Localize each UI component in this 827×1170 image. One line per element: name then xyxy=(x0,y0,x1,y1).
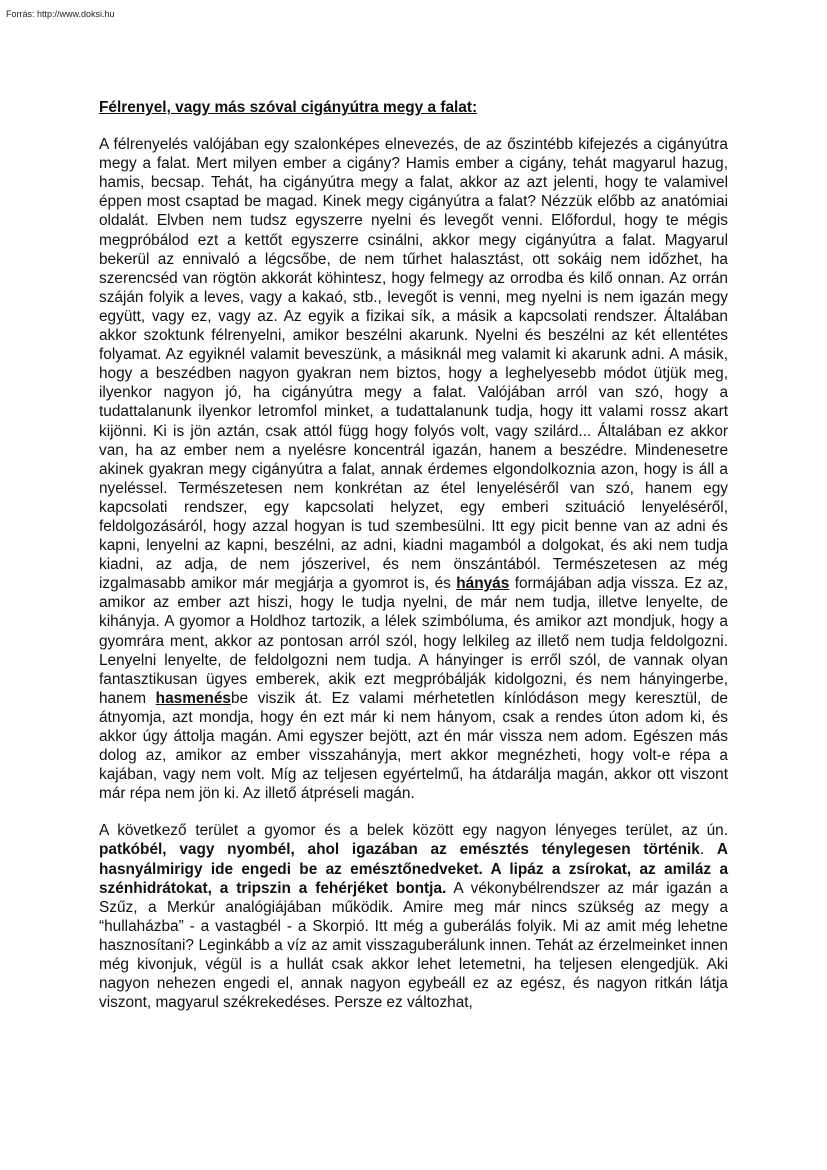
paragraph-2-text-a: A következő terület a gyomor és a belek között egy nagyon lényeges terület, az ún. xyxy=(99,822,728,840)
paragraph-2-text-b: . xyxy=(699,841,717,859)
paragraph-2 xyxy=(99,821,728,1012)
source-url-label: Forrás: http://www.doksi.hu xyxy=(6,9,115,19)
paragraph-1-text-c: be viszik át. Ez valami mérhetetlen kínlódáson megy keresztül, de átnyomja, azt mondja, hogy én ezt már ki nem hányom, csak a rendes úton adom ki, és akkor úgy áttolja magán. Ami egyszer bejött, azt én már vissza nem adom. Egészen más dolog az, amikor az ember visszahányja, mert akkor megnézheti, hogy volt-e répa a kajában, vagy nem volt. Míg az teljesen egyértelmű, ha átdarálja magán, akkor ott viszont már répa nem jön ki. Az illető átpréseli magán. xyxy=(99,689,728,803)
keyword-hanyas: hányás xyxy=(456,575,510,593)
paragraph-2-text-c: A vékonybélrendszer az már igazán a Szűz, a Merkúr analógiájában működik. Amire meg már nincs szükség az megy a “hullaházba” - a vastagbél - a Skorpió. Itt még a guberálás folyik. Mi az amit még lehetne hasznosítani? Leginkább a víz az amit visszaguberálunk innen. Tehát az érzelmeinket innen még kivonjuk, végül is a hullát csak akkor lehet letemetni, ha teljesen elengedjük. Aki nagyon nehezen engedi el, annak nagyon egybeáll ez az egész, és nagyon ritkán látja viszont, magyarul székrekedéses. Persze ez változhat, xyxy=(99,879,728,1012)
bold-phrase-patkobel: patkóbél, vagy nyombél, ahol igazában az emésztés ténylegesen történik xyxy=(99,841,700,859)
document-body xyxy=(99,98,728,1012)
paragraph-1 xyxy=(99,135,728,803)
paragraph-1-text-a: A félrenyelés valójában egy szalonképes elnevezés, de az őszintébb kifejezés a cigányútra megy a falat. Mert milyen ember a cigány? Hamis ember a cigány, tehát magyarul hazug, hamis, becsap. Tehát, ha cigányútra megy a falat, akkor az azt jelenti, hogy te valamivel éppen most csaptad be magad. Kinek megy cigányútra a falat? Nézzük előbb az anatómiai oldalát. Elvben nem tudsz egyszerre nyelni és levegőt venni. Előfordul, hogy te mégis megpróbálod ezt a kettőt egyszerre csinálni, akkor megy cigányútra a falat. Magyarul bekerül az ennivaló a légcsőbe, de nem tűrhet halasztást, ott sokáig nem időzhet, ha szerencséd van rögtön akkorát köhintesz, hogy felmegy az orrodba és kilő onnan. Az orrán száján folyik a leves, vagy a kakaó, stb., levegőt is venni, meg nyelni is nem igazán megy együtt, vagy ez, vagy az. Az egyik a fizikai sík, a másik a kapcsolati rendszer. Általában akkor szoktunk félrenyelni, amikor beszélni akarunk. Nyelni és beszélni az két ellentétes folyamat. Az egyiknél valamit beveszünk, a másiknál meg valamit ki akarunk adni. A másik, hogy a beszédben nagyon gyakran nem biztos, hogy a leghelyesebb módot ütjük meg, ilyenkor nagyon jó, ha cigányútra megy a falat. Valójában arról van szó, hogy a tudattalanunk ilyenkor letromfol minket, a tudattalanunk tudja, hogy itt valami rossz akart kijönni. Ki is jön aztán, csak attól függ hogy folyós volt, vagy szilárd... Általában ez akkor van, ha az ember nem a nyelésre koncentrál igazán, hanem a beszédre. Mindenesetre akinek gyakran megy cigányútra a falat, annak érdemes elgondolkoznia azon, hogy is áll a nyeléssel. Természetesen nem konkrétan az étel lenyeléséről van szó, hanem egy kapcsolati rendszer, egy kapcsolati helyzet, egy emberi szituáció lenyeléséről, feldolgozásáról, hogy azzal hogyan is tud szembesülni. Itt egy picit benne van az adni és kapni, lenyelni az kapni, beszélni, az adni, kiadni magamból a dolgokat, és aki nem tudja kiadni, az adja, de nem jószerivel, és nem önszántából. Természetesen az még izgalmasabb amikor már megjárja a gyomrot is, és xyxy=(99,136,728,593)
page-title: Félrenyel, vagy más szóval cigányútra megy a falat: xyxy=(99,99,478,116)
paragraph-1-text-b: formájában adja vissza. Ez az, amikor az ember azt hiszi, hogy le tudja nyelni, de már nem tudja, illetve lenyelte, de kihányja. A gyomor a Holdhoz tartozik, a lélek szimbóluma, és amikor azt mondjuk, hogy a gyomrára ment, akkor az pontosan arról szól, hogy lelkileg az illető nem tudja feldolgozni. Lenyelni lenyelte, de feldolgozni nem tudja. A hányinger is erről szól, de vannak olyan fantasztikusan ügyes emberek, akik ezt megpróbálják kidolgozni, és nem hányingerbe, hanem xyxy=(99,575,728,707)
bold-phrase-hasnyalmirigy: A hasnyálmirigy ide engedi be az emésztőnedveket. A lipáz a zsírokat, az amiláz a szénhidrátokat, a tripszin a fehérjéket bontja. xyxy=(99,841,729,897)
keyword-hasmenes: hasmenés xyxy=(155,689,231,707)
